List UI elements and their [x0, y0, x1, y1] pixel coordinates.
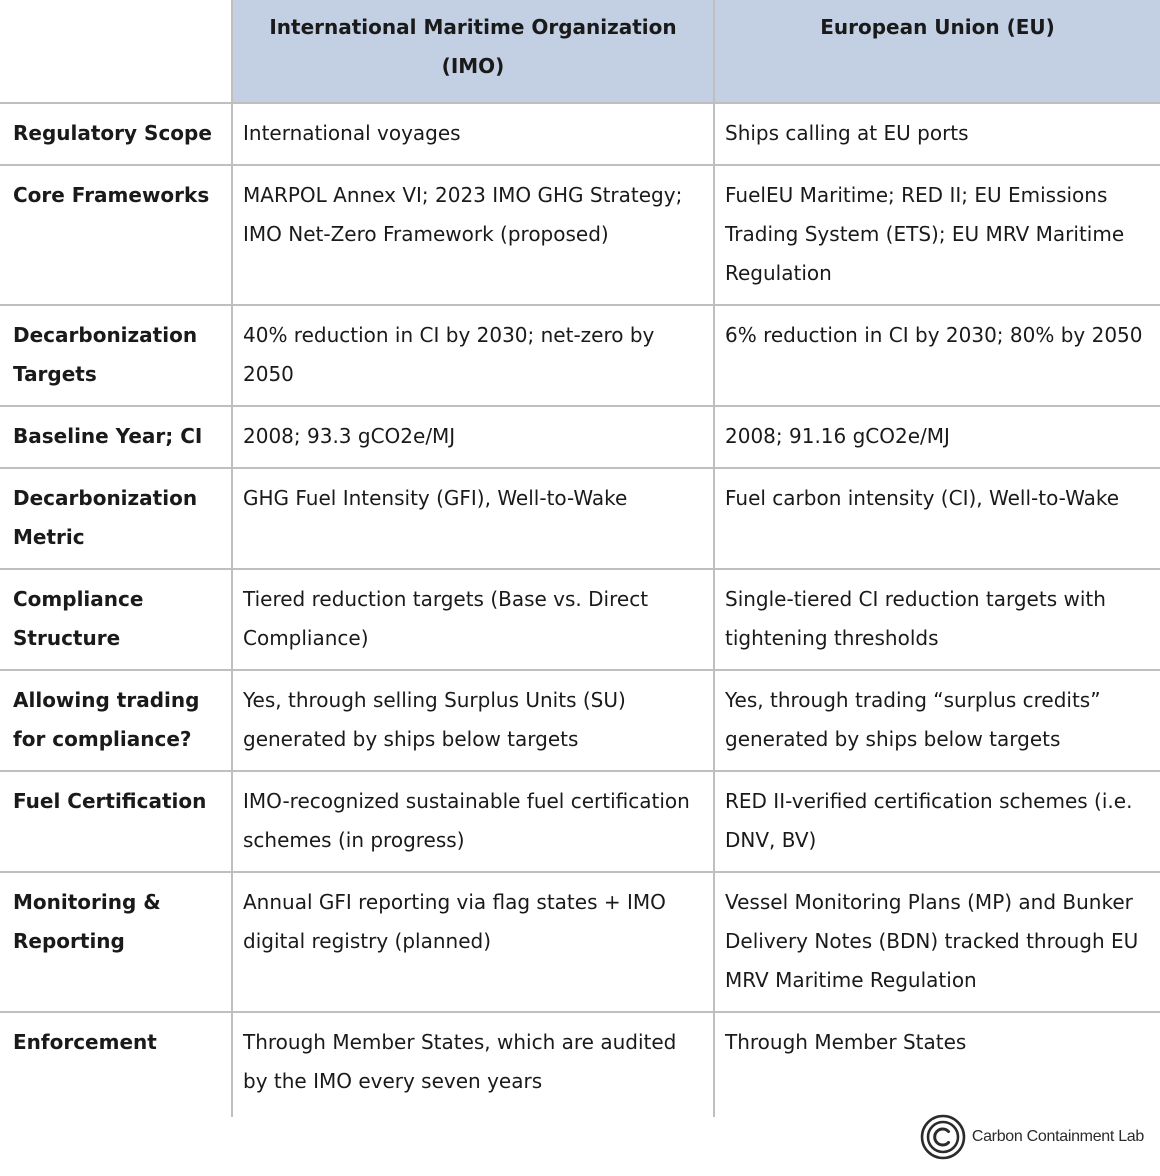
eu-cell: RED II-verified certification schemes (i.e. DNV, BV) [714, 771, 1160, 872]
eu-cell: FuelEU Maritime; RED II; EU Emissions Trading System (ETS); EU MRV Maritime Regulation [714, 165, 1160, 305]
table-row [0, 468, 1160, 569]
row-label: Baseline Year; CI [0, 406, 232, 468]
header-eu: European Union (EU) [714, 0, 1160, 103]
row-label: Monitoring & Reporting [0, 872, 232, 1012]
row-label: Enforcement [0, 1012, 232, 1117]
carbon-containment-lab-logo-icon [920, 1114, 966, 1160]
imo-cell: Tiered reduction targets (Base vs. Direct Compliance) [232, 569, 714, 670]
eu-cell: Vessel Monitoring Plans (MP) and Bunker Delivery Notes (BDN) tracked through EU MRV Maritime Regulation [714, 872, 1160, 1012]
imo-cell: MARPOL Annex VI; 2023 IMO GHG Strategy; IMO Net-Zero Framework (proposed) [232, 165, 714, 305]
eu-cell: 2008; 91.16 gCO2e/MJ [714, 406, 1160, 468]
imo-cell: Yes, through selling Surplus Units (SU) generated by ships below targets [232, 670, 714, 771]
eu-cell: Ships calling at EU ports [714, 103, 1160, 165]
table-body [0, 103, 1160, 1117]
table-row [0, 1012, 1160, 1117]
imo-cell: Through Member States, which are audited by the IMO every seven years [232, 1012, 714, 1117]
imo-cell: IMO-recognized sustainable fuel certification schemes (in progress) [232, 771, 714, 872]
imo-cell: Annual GFI reporting via flag states + IMO digital registry (planned) [232, 872, 714, 1012]
row-label: Core Frameworks [0, 165, 232, 305]
header-corner-cell [0, 0, 232, 103]
imo-cell: 2008; 93.3 gCO2e/MJ [232, 406, 714, 468]
eu-cell: Yes, through trading “surplus credits” generated by ships below targets [714, 670, 1160, 771]
imo-cell: 40% reduction in CI by 2030; net-zero by 2050 [232, 305, 714, 406]
eu-cell: Single-tiered CI reduction targets with tightening thresholds [714, 569, 1160, 670]
header-row [0, 0, 1160, 103]
imo-cell: International voyages [232, 103, 714, 165]
header-imo: International Maritime Organization (IMO) [232, 0, 714, 103]
carbon-containment-lab-logo [920, 1114, 1144, 1160]
table-row [0, 103, 1160, 165]
row-label: Allowing trading for compliance? [0, 670, 232, 771]
table-row [0, 406, 1160, 468]
table-row [0, 872, 1160, 1012]
row-label: Regulatory Scope [0, 103, 232, 165]
table-row [0, 569, 1160, 670]
eu-cell: Through Member States [725, 1030, 967, 1054]
logo-text: Carbon Containment Lab [971, 1128, 1144, 1145]
eu-cell: 6% reduction in CI by 2030; 80% by 2050 [714, 305, 1160, 406]
row-label: Decarbonization Metric [0, 468, 232, 569]
table-row [0, 670, 1160, 771]
imo-cell: GHG Fuel Intensity (GFI), Well-to-Wake [232, 468, 714, 569]
row-label: Decarbonization Targets [0, 305, 232, 406]
eu-cell: Fuel carbon intensity (CI), Well-to-Wake [714, 468, 1160, 569]
row-label: Fuel Certification [0, 771, 232, 872]
table-row [0, 165, 1160, 305]
table-row [0, 305, 1160, 406]
table-row [0, 771, 1160, 872]
table-header [0, 0, 1160, 103]
row-label: Compliance Structure [0, 569, 232, 670]
